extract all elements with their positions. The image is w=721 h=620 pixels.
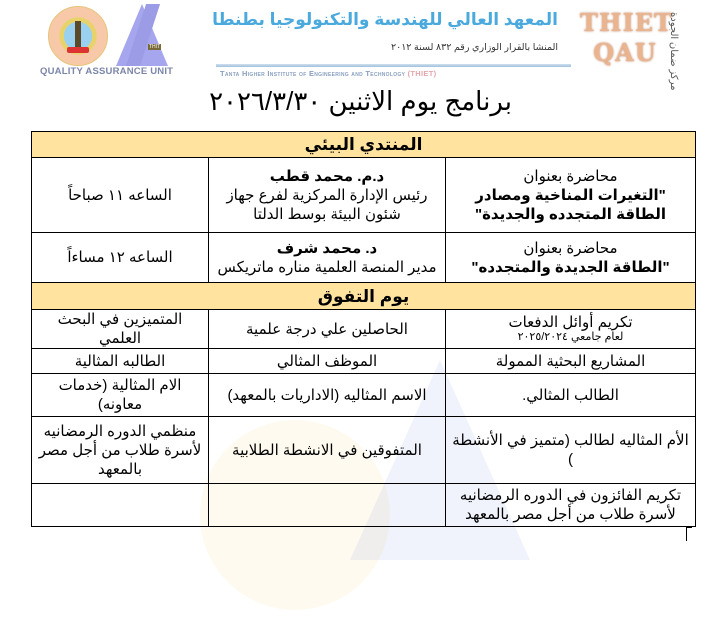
honor-cell: الطالبه المثالية bbox=[32, 349, 209, 374]
institute-seal-icon bbox=[48, 6, 108, 66]
table-row bbox=[32, 417, 696, 484]
institute-decree: المنشا بالقرار الوزاري رقم ٨٣٢ لسنة ٢٠١٢ bbox=[390, 42, 558, 53]
seal-band-icon bbox=[67, 47, 89, 53]
table-row bbox=[32, 374, 696, 417]
seal-tower-icon bbox=[75, 21, 81, 47]
text-cursor-marker bbox=[686, 527, 692, 541]
honor-title: تكريم أوائل الدفعات bbox=[508, 314, 633, 331]
speaker-role: مدير المنصة العلمية مناره ماتريكس bbox=[217, 258, 437, 276]
time-cell: الساعه ١١ صباحاً bbox=[32, 158, 209, 233]
honor-cell: الام المثالية (خدمات معاونه) bbox=[32, 374, 209, 417]
lecture-title: "التغيرات المناخية ومصادر الطاقة المتجدده والجديدة" bbox=[474, 186, 667, 223]
institute-abbreviation: (THIET) bbox=[407, 69, 437, 78]
honor-cell: الاسم المثاليه (الاداريات بالمعهد) bbox=[209, 374, 446, 417]
honor-subtitle: لعام جامعي ٢٠٢٥/٢٠٢٤ bbox=[517, 331, 624, 343]
speaker-cell bbox=[209, 158, 446, 233]
speaker-role: رئيس الإدارة المركزية لفرع جهاز شئون البيئة بوسط الدلتا bbox=[226, 186, 428, 223]
table-row bbox=[32, 484, 696, 527]
honor-cell: المتميزين في البحث العلمي bbox=[32, 310, 209, 349]
honor-cell: الموظف المثالي bbox=[209, 349, 446, 374]
speaker-name: د. محمد شرف bbox=[276, 239, 378, 257]
lecture-title: "الطاقة الجديدة والمتجدده" bbox=[471, 258, 670, 276]
qa-badge: THIT bbox=[149, 44, 161, 50]
table-row bbox=[32, 233, 696, 283]
section-heading-row bbox=[32, 132, 696, 158]
lecture-topic-cell bbox=[446, 233, 696, 283]
lecture-intro: محاضرة بعنوان bbox=[523, 239, 618, 257]
honor-cell: الطالب المثالي. bbox=[446, 374, 696, 417]
honor-cell: الحاصلين علي درجة علمية bbox=[209, 310, 446, 349]
lecture-topic-cell bbox=[446, 158, 696, 233]
table-row bbox=[32, 310, 696, 349]
document-header bbox=[0, 0, 721, 91]
honor-cell: تكريم الفائزون في الدوره الرمضانيه لأسرة طلاب من أجل مصر بالمعهد bbox=[446, 484, 696, 527]
header-divider bbox=[216, 64, 571, 67]
honor-cell: المتفوقين في الانشطة الطلابية bbox=[209, 417, 446, 484]
honor-cell bbox=[32, 484, 209, 527]
speaker-cell bbox=[209, 233, 446, 283]
program-table bbox=[31, 131, 696, 527]
honor-cell bbox=[209, 484, 446, 527]
logo-line-qau: QAU bbox=[593, 38, 657, 67]
lecture-intro: محاضرة بعنوان bbox=[523, 167, 618, 185]
institute-name-english-text: Tanta Higher Institute of Engineering and Technology bbox=[220, 69, 406, 78]
quality-assurance-logo bbox=[28, 0, 178, 68]
honor-cell bbox=[446, 310, 696, 349]
table-row bbox=[32, 349, 696, 374]
honor-cell: منظمي الدوره الرمضانيه لأسرة طلاب من أجل مصر بالمعهد bbox=[32, 417, 209, 484]
table-row bbox=[32, 158, 696, 233]
speaker-name: د.م. محمد قطب bbox=[269, 167, 385, 185]
time-cell: الساعه ١٢ مساءاً bbox=[32, 233, 209, 283]
honor-cell: الأم المثاليه لطالب (متميز في الأنشطة ) bbox=[446, 417, 696, 484]
section-heading: يوم التفوق bbox=[32, 283, 696, 310]
section-heading: المنتدي البيئي bbox=[304, 135, 423, 154]
institute-name-arabic: المعهد العالي للهندسة والتكنولوجيا بطنطا bbox=[212, 10, 558, 29]
honor-cell: المشاريع البحثية الممولة bbox=[446, 349, 696, 374]
quality-center-vertical-label: مركز ضمان الجودة bbox=[668, 12, 679, 91]
qa-unit-label: QUALITY ASSURANCE UNIT bbox=[40, 66, 174, 77]
institute-name-english bbox=[220, 69, 436, 78]
section-heading-row bbox=[32, 283, 696, 310]
thiet-qau-logo bbox=[580, 8, 673, 68]
page-title: برنامج يوم الاثنين ٢٠٢٦/٣/٣٠ bbox=[209, 86, 512, 116]
logo-line-thiet: THIET bbox=[580, 8, 673, 37]
